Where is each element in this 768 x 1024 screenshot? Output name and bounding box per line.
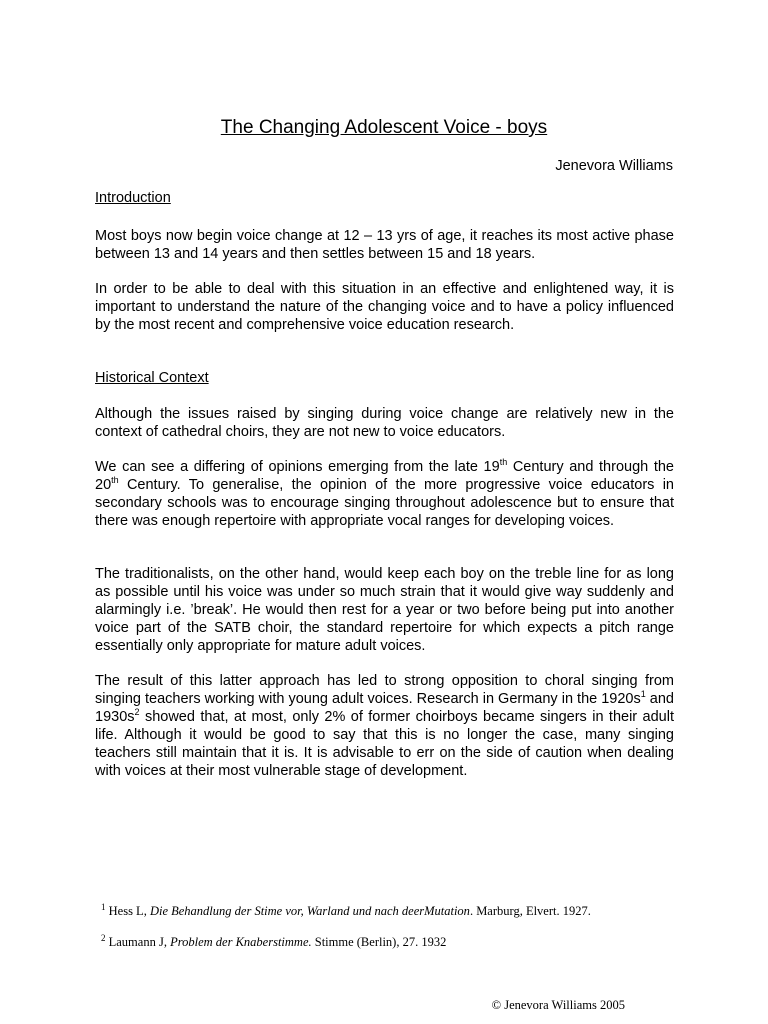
footnote-text: Laumann J,: [105, 935, 171, 949]
introduction-paragraph-1: Most boys now begin voice change at 12 – 13 yrs of age, it reaches its most active phase between 13 and 14 years and then settles between 15 and 18 years.: [95, 228, 674, 262]
text-segment: We can see a differing of opinions emerging from the late 19: [95, 459, 500, 475]
text-segment: Century. To generalise, the opinion of the more progressive voice educators in secondary schools was to encourage singing throughout adolescence but to ensure that there was enough repertoire with appropriate vocal ranges for developing voices.: [95, 477, 674, 529]
footnote-mark: 1: [101, 901, 106, 912]
copyright-footer: © Jenevora Williams 2005: [491, 998, 625, 1012]
superscript: th: [499, 457, 508, 468]
document-title: The Changing Adolescent Voice - boys: [220, 117, 548, 138]
footnote-text: Hess L,: [105, 904, 150, 918]
footnote-text: Stimme (Berlin), 27. 1932: [311, 935, 447, 949]
author-name: Jenevora Williams: [555, 158, 673, 174]
superscript: th: [111, 475, 119, 486]
footnote-text: . Marburg, Elvert. 1927.: [469, 904, 591, 918]
footnote-reference: 2: [134, 707, 140, 718]
text-segment: Century and through the 20: [95, 459, 674, 493]
introduction-heading: Introduction: [95, 190, 171, 206]
footnote-2: [101, 932, 447, 950]
footnote-reference: 1: [640, 689, 646, 700]
text-segment: The result of this latter approach has led to strong opposition to choral singing from singing teachers working with young adult voices. Research in Germany in the 1920s: [95, 673, 674, 707]
footnote-1: [101, 901, 591, 919]
historical-context-heading: Historical Context: [95, 370, 209, 386]
text-segment: and 1930s: [95, 691, 674, 725]
historical-paragraph-2: [95, 458, 674, 530]
text-segment: showed that, at most, only 2% of former choirboys became singers in their adult life. Although it would be good to say that this is no longer the case, many singing teachers still maintain that it is. It is advisable to err on the side of caution when dealing with voices at their most vulnerable stage of development.: [95, 709, 674, 779]
footnote-title: Die Behandlung der Stime vor, Warland und nach deerMutation: [149, 904, 470, 918]
historical-paragraph-1: Although the issues raised by singing during voice change are relatively new in the context of cathedral choirs, they are not new to voice educators.: [95, 406, 674, 440]
historical-paragraph-4: [95, 672, 674, 780]
footnote-mark: 2: [101, 932, 106, 943]
footnote-title: Problem der Knaberstimme.: [170, 935, 312, 949]
introduction-paragraph-2: In order to be able to deal with this situation in an effective and enlightened way, it is important to understand the nature of the changing voice and to have a policy influenced by the most recent and comprehensive voice education research.: [95, 281, 674, 333]
historical-paragraph-3: The traditionalists, on the other hand, would keep each boy on the treble line for as long as possible until his voice was under so much strain that it would give way suddenly and alarmingly i.e. ’break’. He would then rest for a year or two before being put into another voice part of the SATB choir, the standard repertoire for which expects a pitch range essentially only appropriate for mature adult voices.: [95, 566, 674, 654]
